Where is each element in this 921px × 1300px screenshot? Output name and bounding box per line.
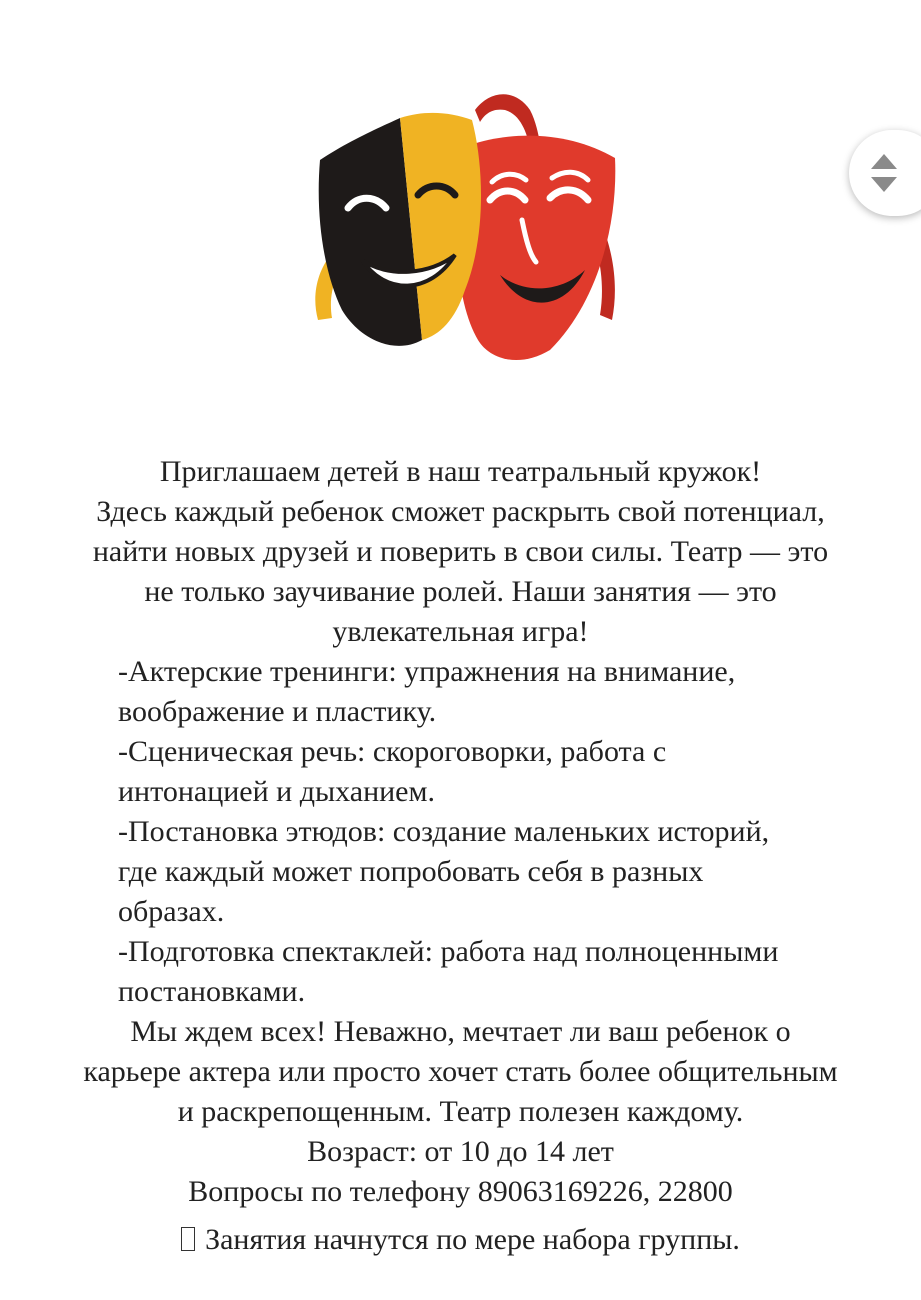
activity-line: постановками. — [118, 975, 306, 1008]
activity-item — [118, 652, 898, 732]
activity-line: -Актерские тренинги: упражнения на внимание, — [118, 655, 736, 688]
closing-line: и раскрепощенным. Театр полезен каждому. — [177, 1095, 744, 1128]
start-note-text: Занятия начнутся по мере набора группы. — [205, 1223, 740, 1256]
closing-paragraph — [0, 1012, 921, 1132]
activity-line: образах. — [118, 895, 225, 928]
intro-paragraph — [0, 452, 921, 652]
activity-item — [118, 932, 898, 1012]
activity-item — [118, 812, 898, 932]
activity-line: -Подготовка спектаклей: работа над полноценными — [118, 935, 779, 968]
theatre-masks-logo — [300, 70, 630, 380]
intro-line: Здесь каждый ребенок сможет раскрыть свой потенциал, — [96, 495, 825, 528]
activity-line: где каждый может попробовать себя в разных — [118, 855, 704, 888]
theatre-masks-icon — [300, 70, 630, 380]
activity-line: -Сценическая речь: скороговорки, работа с — [118, 735, 667, 768]
intro-line: увлекательная игра! — [332, 615, 589, 648]
scroll-handle[interactable] — [849, 130, 921, 216]
scroll-up-down-icon — [869, 152, 899, 194]
age-info: Возраст: от 10 до 14 лет — [307, 1135, 614, 1168]
activity-line: -Постановка этюдов: создание маленьких историй, — [118, 815, 770, 848]
closing-line: карьере актера или просто хочет стать более общительным — [83, 1055, 838, 1088]
intro-line: найти новых друзей и поверить в свои силы. Театр — это — [92, 535, 829, 568]
start-note — [0, 1220, 921, 1260]
activity-line: воображение и пластику. — [118, 695, 437, 728]
missing-glyph-icon — [181, 1227, 195, 1251]
activity-item — [118, 732, 898, 812]
closing-line: Мы ждем всех! Неважно, мечтает ли ваш ребенок о — [130, 1015, 791, 1048]
activities-list — [0, 652, 898, 1012]
intro-line: не только заучивание ролей. Наши занятия — это — [144, 575, 777, 608]
activity-line: интонацией и дыханием. — [118, 775, 435, 808]
announcement-text — [0, 452, 921, 1260]
intro-line: Приглашаем детей в наш театральный кружок! — [159, 455, 762, 488]
contact-info: Вопросы по телефону 89063169226, 22800 — [188, 1175, 733, 1208]
